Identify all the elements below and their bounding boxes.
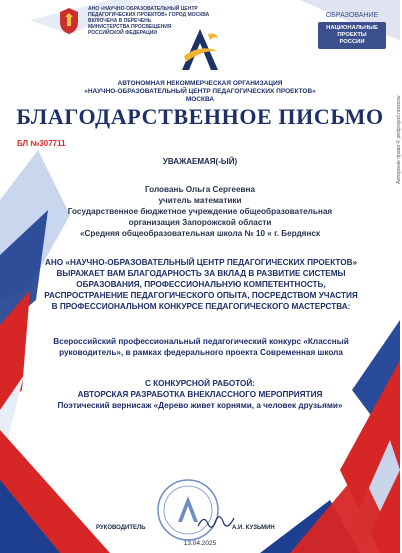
gratitude-text [30,257,372,312]
np-line: ПРОЕКТЫ [337,32,367,38]
recipient-org-line: «Средняя общеобразовательная школа № 10 « г. Бердянск [79,229,321,238]
org-line: АВТОНОМНАЯ НЕКОММЕРЧЕСКАЯ ОРГАНИЗАЦИЯ [117,80,283,87]
np-badge [318,22,386,49]
work-title: Поэтический вернисаж «Дерево живет корнями, а человек друзьями» [57,401,343,410]
partner-line: ПЕДАГОГИЧЕСКИХ ПРОЕКТОВ» ГОРОД МОСКВА [88,12,210,18]
gratitude-line: В ПРОФЕССИОНАЛЬНОМ КОНКУРСЕ ПЕДАГОГИЧЕСКОГО МАСТЕРСТВА: [51,302,351,311]
organization-name [0,80,400,104]
work-type: АВТОРСКАЯ РАЗРАБОТКА ВНЕКЛАССНОГО МЕРОПРИЯТИЯ [77,390,323,399]
partner-line: МИНИСТЕРСТВА ПРОСВЕЩЕНИЯ [88,24,172,30]
official-seal-icon [156,478,220,542]
org-line: МОСКВА [185,96,215,103]
partner-line: РОССИЙСКОЙ ФЕДЕРАЦИИ [88,30,157,36]
contest-line: руководитель», в рамках федерального проекта Современная школа [59,348,343,357]
contest-name [34,336,368,358]
recipient-name: Головань Ольга Сергеевна [144,185,256,194]
np-label: ОБРАЗОВАНИЕ [325,12,379,19]
signatory-name: А.И. КУЗЬМИН [232,525,275,531]
salutation: УВАЖАЕМАЯ(-ЫЙ) [162,157,238,166]
coat-of-arms-icon [56,6,82,36]
organization-logo-icon [178,26,222,74]
handwritten-signature-icon [196,512,236,532]
document-number: БЛ №307711 [17,139,66,148]
competition-work [25,378,375,411]
gratitude-line: РАСПРОСТРАНЕНИЕ ПЕДАГОГИЧЕСКОГО ОПЫТА, ПОСРЕДСТВОМ УЧАСТИЯ [44,291,358,300]
copyright-vertical: Авторские права © pedproject.moscow [396,95,402,184]
np-line: РОССИИ [339,39,365,45]
recipient-block [40,184,360,239]
np-line: НАЦИОНАЛЬНЫЕ [326,25,378,31]
document-title: БЛАГОДАРСТВЕННОЕ ПИСЬМО [16,104,384,129]
recipient-org-line: Государственное бюджетное учреждение общеобразовательная [67,207,333,216]
partner-line: АНО «НАУЧНО-ОБРАЗОВАТЕЛЬНЫЙ ЦЕНТР [88,6,198,12]
org-line: «НАУЧНО-ОБРАЗОВАТЕЛЬНЫЙ ЦЕНТР ПЕДАГОГИЧЕСКИХ ПРОЕКТОВ» [84,88,316,95]
issue-date: 13.04.2025 [183,540,217,547]
recipient-org-line: организация Запорожской области [128,218,272,227]
recipient-position: учитель математики [158,196,242,205]
gratitude-line: ВЫРАЖАЕТ ВАМ БЛАГОДАРНОСТЬ ЗА ВКЛАД В РАЗВИТИЕ СИСТЕМЫ [56,269,346,278]
gratitude-line: ОБРАЗОВАНИЯ, ПРОФЕССИОНАЛЬНУЮ КОМПЕТЕНТНОСТЬ, [76,280,326,289]
contest-line: Всероссийский профессиональный педагогический конкурс «Классный [53,337,349,346]
national-projects-logo [318,12,386,49]
partner-line: ВКЛЮЧЕНА В ПЕРЕЧЕНЬ [88,18,152,24]
work-label: С КОНКУРСНОЙ РАБОТОЙ: [144,379,256,388]
signature-label: РУКОВОДИТЕЛЬ [96,525,146,531]
gratitude-line: АНО «НАУЧНО-ОБРАЗОВАТЕЛЬНЫЙ ЦЕНТР ПЕДАГОГИЧЕСКИХ ПРОЕКТОВ» [44,258,358,267]
